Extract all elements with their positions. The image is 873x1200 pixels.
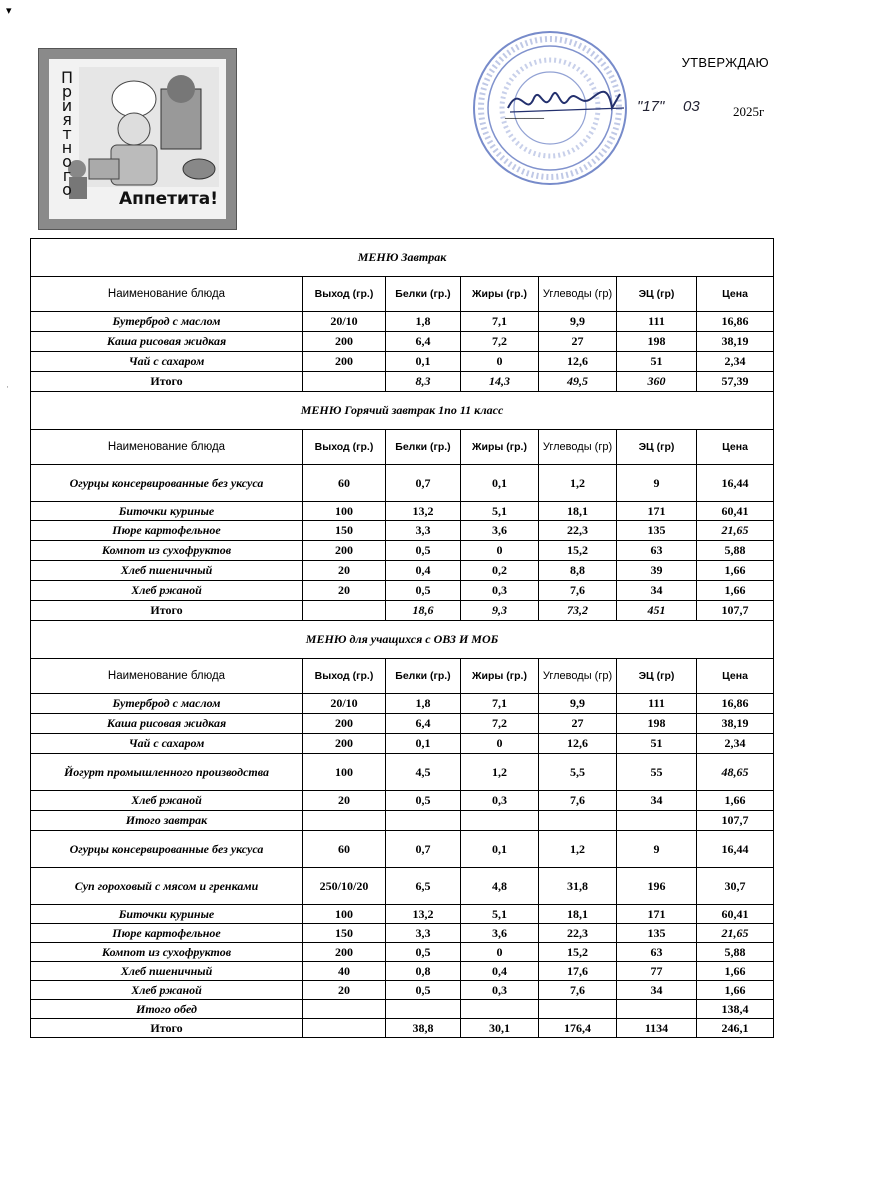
cell-price: 60,41	[697, 905, 774, 924]
section-title-hot-breakfast: МЕНЮ Горячий завтрак 1по 11 класс	[31, 392, 774, 430]
total-row	[31, 1019, 774, 1038]
cell-carb: 18,1	[539, 905, 617, 924]
cell-carb: 7,6	[539, 791, 617, 811]
cell-fat: 5,1	[461, 502, 539, 521]
cell-prot: 0,7	[386, 465, 461, 502]
cell-carb: 31,8	[539, 868, 617, 905]
table-row	[31, 714, 774, 734]
cell-carb: 1,2	[539, 465, 617, 502]
cell-out: 150	[303, 521, 386, 541]
dish-name: Хлеб ржаной	[31, 581, 303, 601]
total-prot: 38,8	[386, 1019, 461, 1038]
cell-carb: 5,5	[539, 754, 617, 791]
table-row	[31, 905, 774, 924]
table-row	[31, 312, 774, 332]
cell-fat: 0,3	[461, 581, 539, 601]
cell-out: 200	[303, 352, 386, 372]
cell-energy: 9	[617, 831, 697, 868]
cell-price: 16,86	[697, 694, 774, 714]
cell-energy: 196	[617, 868, 697, 905]
cell-fat: 7,1	[461, 312, 539, 332]
cell-price: 1,66	[697, 581, 774, 601]
cell-price: 2,34	[697, 734, 774, 754]
column-header-energy: ЭЦ (гр)	[617, 277, 697, 312]
cell-carb: 17,6	[539, 962, 617, 981]
cell-out	[303, 811, 386, 831]
dish-name: Чай с сахаром	[31, 352, 303, 372]
cell-carb: 7,6	[539, 981, 617, 1000]
dish-name: Огурцы консервированные без уксуса	[31, 465, 303, 502]
bon-appetit-logo	[38, 48, 237, 230]
column-header-prot: Белки (гр.)	[386, 659, 461, 694]
cell-energy: 63	[617, 943, 697, 962]
cell-prot: 0,5	[386, 581, 461, 601]
cell-carb: 12,6	[539, 352, 617, 372]
cell-carb	[539, 811, 617, 831]
cell-energy: 39	[617, 561, 697, 581]
total-label: Итого	[31, 1019, 303, 1038]
dish-name: Каша рисовая жидкая	[31, 332, 303, 352]
cell-out: 20	[303, 561, 386, 581]
cell-out: 40	[303, 962, 386, 981]
column-header-out: Выход (гр.)	[303, 659, 386, 694]
cell-price: 38,19	[697, 714, 774, 734]
cell-energy: 135	[617, 521, 697, 541]
cell-fat: 7,2	[461, 332, 539, 352]
cell-prot: 0,1	[386, 734, 461, 754]
corner-mark: ▾	[6, 5, 12, 17]
table-row	[31, 981, 774, 1000]
cell-out: 20	[303, 791, 386, 811]
cell-energy: 34	[617, 581, 697, 601]
table-row	[31, 811, 774, 831]
cell-out: 20/10	[303, 312, 386, 332]
cell-carb: 12,6	[539, 734, 617, 754]
total-energy: 1134	[617, 1019, 697, 1038]
dish-name: Чай с сахаром	[31, 734, 303, 754]
cell-out: 20	[303, 981, 386, 1000]
column-header-name: Наименование блюда	[31, 430, 303, 465]
dish-name: Пюре картофельное	[31, 924, 303, 943]
cell-energy: 34	[617, 791, 697, 811]
cell-fat: 5,1	[461, 905, 539, 924]
table-row	[31, 754, 774, 791]
cell-out: 200	[303, 734, 386, 754]
cell-price: 138,4	[697, 1000, 774, 1019]
cell-fat: 7,2	[461, 714, 539, 734]
cell-carb	[539, 1000, 617, 1019]
cell-energy: 111	[617, 312, 697, 332]
cell-price: 5,88	[697, 943, 774, 962]
cell-price: 30,7	[697, 868, 774, 905]
total-fat: 9,3	[461, 601, 539, 621]
cell-fat: 4,8	[461, 868, 539, 905]
cell-carb: 27	[539, 332, 617, 352]
cell-energy: 51	[617, 352, 697, 372]
table-row	[31, 465, 774, 502]
menu-table-body	[31, 239, 774, 1038]
cell-energy: 55	[617, 754, 697, 791]
dish-name: Хлеб ржаной	[31, 981, 303, 1000]
total-row	[31, 372, 774, 392]
column-header-out: Выход (гр.)	[303, 430, 386, 465]
signature-icon	[500, 78, 630, 124]
table-row	[31, 332, 774, 352]
cell-energy: 171	[617, 905, 697, 924]
cell-energy: 111	[617, 694, 697, 714]
cell-prot: 0,8	[386, 962, 461, 981]
cell-fat: 3,6	[461, 521, 539, 541]
total-carb: 176,4	[539, 1019, 617, 1038]
margin-dot: ·	[6, 382, 9, 392]
dish-name: Хлеб ржаной	[31, 791, 303, 811]
column-header-name: Наименование блюда	[31, 659, 303, 694]
column-header-fat: Жиры (гр.)	[461, 430, 539, 465]
cell-energy: 34	[617, 981, 697, 1000]
dish-name: Хлеб пшеничный	[31, 561, 303, 581]
cell-prot: 6,4	[386, 714, 461, 734]
cell-prot: 0,5	[386, 791, 461, 811]
cell-carb: 9,9	[539, 694, 617, 714]
cell-prot: 1,8	[386, 312, 461, 332]
column-header-carb: Углеводы (гр)	[539, 659, 617, 694]
dish-name: Биточки куриные	[31, 502, 303, 521]
cell-price: 16,44	[697, 831, 774, 868]
cell-out: 150	[303, 924, 386, 943]
cell-price: 60,41	[697, 502, 774, 521]
total-out	[303, 372, 386, 392]
cell-fat: 0	[461, 541, 539, 561]
cell-energy: 198	[617, 332, 697, 352]
total-fat: 30,1	[461, 1019, 539, 1038]
table-row	[31, 868, 774, 905]
table-row	[31, 924, 774, 943]
total-carb: 49,5	[539, 372, 617, 392]
column-header-row	[31, 430, 774, 465]
column-header-row	[31, 659, 774, 694]
cell-fat: 1,2	[461, 754, 539, 791]
cell-fat: 3,6	[461, 924, 539, 943]
column-header-prot: Белки (гр.)	[386, 430, 461, 465]
column-header-price: Цена	[697, 277, 774, 312]
section-title-breakfast: МЕНЮ Завтрак	[31, 239, 774, 277]
approval-day: "17"	[637, 98, 665, 115]
dish-name: Бутерброд с маслом	[31, 312, 303, 332]
logo-side-text: П р и я т н о г о	[60, 68, 74, 199]
cell-carb: 9,9	[539, 312, 617, 332]
cell-energy	[617, 811, 697, 831]
total-label: Итого	[31, 601, 303, 621]
cell-price: 21,65	[697, 521, 774, 541]
total-fat: 14,3	[461, 372, 539, 392]
column-header-energy: ЭЦ (гр)	[617, 659, 697, 694]
cell-fat: 0,3	[461, 981, 539, 1000]
table-row	[31, 694, 774, 714]
cell-prot: 0,5	[386, 541, 461, 561]
cell-fat: 0,2	[461, 561, 539, 581]
cell-out: 200	[303, 541, 386, 561]
cell-carb: 8,8	[539, 561, 617, 581]
table-row	[31, 352, 774, 372]
total-prot: 8,3	[386, 372, 461, 392]
cell-price: 48,65	[697, 754, 774, 791]
cell-fat: 7,1	[461, 694, 539, 714]
cell-price: 21,65	[697, 924, 774, 943]
dish-name: Каша рисовая жидкая	[31, 714, 303, 734]
cell-fat	[461, 1000, 539, 1019]
total-price: 107,7	[697, 601, 774, 621]
column-header-fat: Жиры (гр.)	[461, 659, 539, 694]
total-label: Итого	[31, 372, 303, 392]
cell-prot: 3,3	[386, 924, 461, 943]
dish-name: Бутерброд с маслом	[31, 694, 303, 714]
cell-carb: 18,1	[539, 502, 617, 521]
cell-price: 16,44	[697, 465, 774, 502]
dish-name: Огурцы консервированные без уксуса	[31, 831, 303, 868]
column-header-fat: Жиры (гр.)	[461, 277, 539, 312]
total-price: 246,1	[697, 1019, 774, 1038]
total-energy: 451	[617, 601, 697, 621]
table-row	[31, 561, 774, 581]
cell-carb: 15,2	[539, 943, 617, 962]
table-row	[31, 521, 774, 541]
cell-fat: 0,3	[461, 791, 539, 811]
cell-out: 100	[303, 502, 386, 521]
cell-out: 200	[303, 943, 386, 962]
cell-prot: 13,2	[386, 905, 461, 924]
cell-energy: 135	[617, 924, 697, 943]
cell-price: 1,66	[697, 561, 774, 581]
total-row	[31, 601, 774, 621]
column-header-prot: Белки (гр.)	[386, 277, 461, 312]
cell-energy: 77	[617, 962, 697, 981]
approval-month: 03	[683, 98, 700, 115]
cell-price: 5,88	[697, 541, 774, 561]
column-header-name: Наименование блюда	[31, 277, 303, 312]
cell-fat: 0	[461, 352, 539, 372]
dish-name: Биточки куриные	[31, 905, 303, 924]
cell-out: 200	[303, 332, 386, 352]
cell-prot: 0,1	[386, 352, 461, 372]
table-row	[31, 581, 774, 601]
cell-carb: 27	[539, 714, 617, 734]
cell-fat: 0,4	[461, 962, 539, 981]
total-price: 57,39	[697, 372, 774, 392]
cell-energy	[617, 1000, 697, 1019]
cell-prot: 0,5	[386, 981, 461, 1000]
table-row	[31, 791, 774, 811]
menu-table	[30, 238, 774, 1038]
cell-energy: 198	[617, 714, 697, 734]
table-row	[31, 734, 774, 754]
total-out	[303, 1019, 386, 1038]
column-header-price: Цена	[697, 659, 774, 694]
table-row	[31, 541, 774, 561]
cell-energy: 63	[617, 541, 697, 561]
cell-price: 107,7	[697, 811, 774, 831]
dish-name: Итого завтрак	[31, 811, 303, 831]
cell-prot	[386, 811, 461, 831]
cell-price: 1,66	[697, 962, 774, 981]
column-header-price: Цена	[697, 430, 774, 465]
cell-price: 1,66	[697, 791, 774, 811]
column-header-energy: ЭЦ (гр)	[617, 430, 697, 465]
cell-prot: 3,3	[386, 521, 461, 541]
cell-fat: 0,1	[461, 831, 539, 868]
dish-name: Итого обед	[31, 1000, 303, 1019]
cell-fat: 0	[461, 943, 539, 962]
cell-price: 2,34	[697, 352, 774, 372]
cell-price: 1,66	[697, 981, 774, 1000]
cell-prot: 0,7	[386, 831, 461, 868]
dish-name: Пюре картофельное	[31, 521, 303, 541]
dish-name: Компот из сухофруктов	[31, 943, 303, 962]
table-row	[31, 831, 774, 868]
cell-out: 60	[303, 465, 386, 502]
cell-fat: 0,1	[461, 465, 539, 502]
table-row	[31, 502, 774, 521]
column-header-out: Выход (гр.)	[303, 277, 386, 312]
cell-prot: 0,5	[386, 943, 461, 962]
cell-out: 200	[303, 714, 386, 734]
cell-prot: 6,5	[386, 868, 461, 905]
cell-out	[303, 1000, 386, 1019]
column-header-carb: Углеводы (гр)	[539, 277, 617, 312]
cell-price: 38,19	[697, 332, 774, 352]
cell-out: 20	[303, 581, 386, 601]
table-row	[31, 962, 774, 981]
cell-carb: 22,3	[539, 521, 617, 541]
approval-year: 2025г	[733, 104, 765, 119]
approve-label: УТВЕРЖДАЮ	[681, 55, 769, 70]
cell-carb: 7,6	[539, 581, 617, 601]
cell-carb: 15,2	[539, 541, 617, 561]
cell-fat	[461, 811, 539, 831]
cell-carb: 22,3	[539, 924, 617, 943]
cell-carb: 1,2	[539, 831, 617, 868]
cell-out: 100	[303, 754, 386, 791]
total-carb: 73,2	[539, 601, 617, 621]
total-energy: 360	[617, 372, 697, 392]
cell-out: 20/10	[303, 694, 386, 714]
cell-energy: 171	[617, 502, 697, 521]
dish-name: Компот из сухофруктов	[31, 541, 303, 561]
dish-name: Йогурт промышленного производства	[31, 754, 303, 791]
column-header-carb: Углеводы (гр)	[539, 430, 617, 465]
table-row	[31, 1000, 774, 1019]
cell-energy: 51	[617, 734, 697, 754]
dish-name: Хлеб пшеничный	[31, 962, 303, 981]
cell-prot	[386, 1000, 461, 1019]
section-title-ovz-mob: МЕНЮ для учащихся с ОВЗ И МОБ	[31, 621, 774, 659]
total-out	[303, 601, 386, 621]
total-prot: 18,6	[386, 601, 461, 621]
dish-name: Суп гороховый с мясом и гренками	[31, 868, 303, 905]
cell-prot: 1,8	[386, 694, 461, 714]
signature-line: ______	[505, 105, 544, 120]
cell-out: 60	[303, 831, 386, 868]
cell-prot: 4,5	[386, 754, 461, 791]
cell-prot: 6,4	[386, 332, 461, 352]
cell-prot: 13,2	[386, 502, 461, 521]
cell-prot: 0,4	[386, 561, 461, 581]
table-row	[31, 943, 774, 962]
column-header-row	[31, 277, 774, 312]
cell-out: 250/10/20	[303, 868, 386, 905]
cell-out: 100	[303, 905, 386, 924]
cell-fat: 0	[461, 734, 539, 754]
cell-energy: 9	[617, 465, 697, 502]
logo-bottom-text: Аппетита!	[118, 189, 218, 209]
cell-price: 16,86	[697, 312, 774, 332]
